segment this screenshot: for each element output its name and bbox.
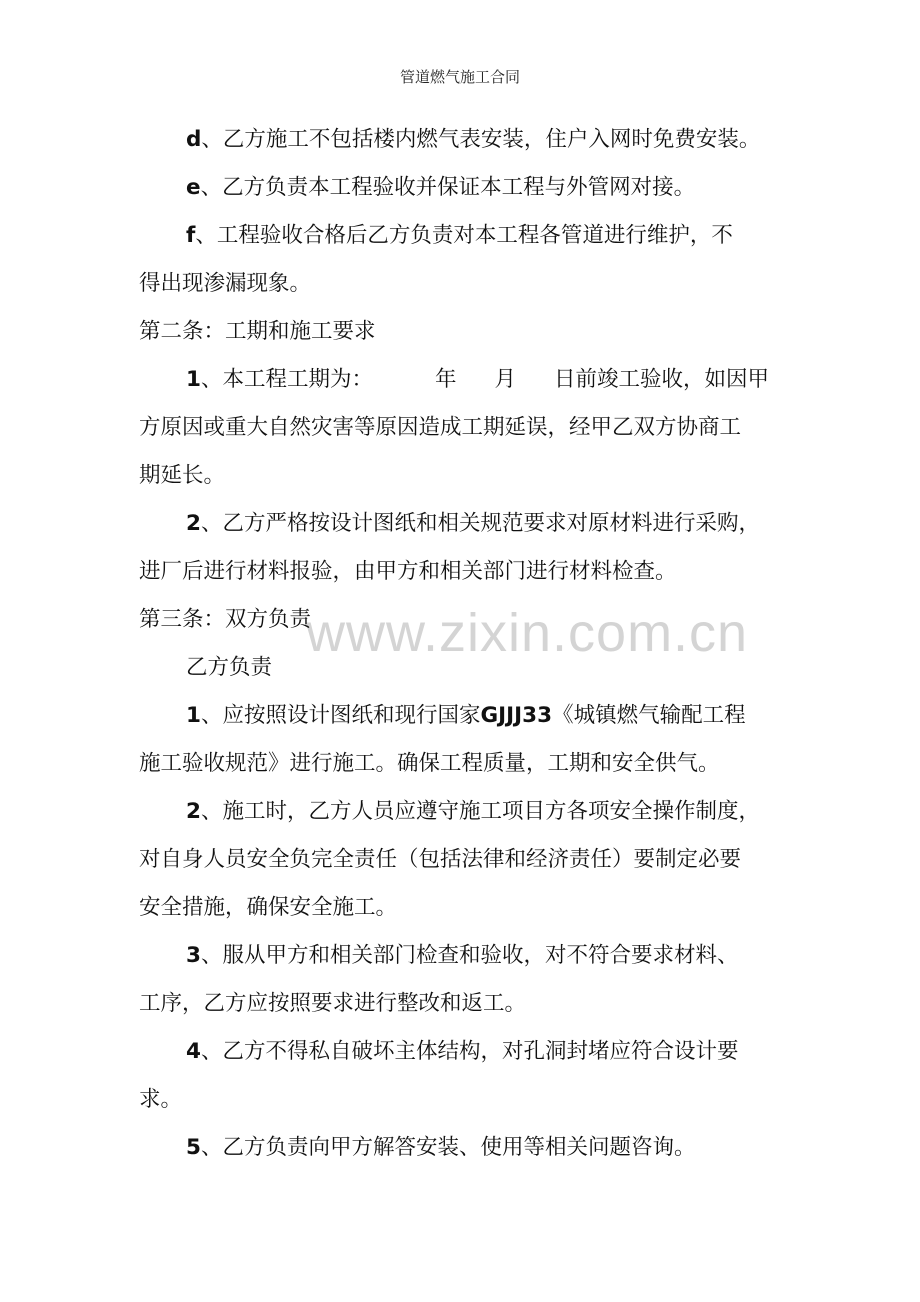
item-text: 、乙方不得私自破坏主体结构，对孔洞封堵应符合设计要 [200, 1039, 739, 1064]
item-number: 2 [186, 799, 201, 824]
clause-number: f [186, 223, 196, 248]
article-3-item-1 [139, 692, 784, 740]
clause-text: 、乙方施工不包括楼内燃气表安装，住户入网时免费安装。 [201, 127, 761, 152]
date-month-label: 月 [494, 367, 517, 392]
page-header-title: 管道燃气施工合同 [399, 68, 520, 86]
article-3-item-2 [139, 788, 784, 836]
clause-d [139, 116, 784, 164]
item-text: 、乙方负责向甲方解答安装、使用等相关问题咨询。 [200, 1135, 696, 1160]
article-3-item-3 [139, 932, 784, 980]
item-number: 2 [186, 511, 201, 536]
item-text: 、服从甲方和相关部门检查和验收，对不符合要求材料、 [200, 943, 739, 968]
article-3-item-1-line-2: 施工验收规范》进行施工。确保工程质量，工期和安全供气。 [139, 751, 720, 776]
article-3-heading: 第三条：双方负责 [139, 607, 312, 632]
article-3-item-4-line-2: 求。 [139, 1087, 183, 1112]
article-2-heading: 第二条：工期和施工要求 [139, 319, 376, 344]
article-2-item-2 [139, 500, 784, 548]
article-3-item-2-line-3: 安全措施，确保安全施工。 [139, 895, 398, 920]
article-2-item-1-line-3: 期延长。 [139, 463, 226, 488]
clause-text: 、工程验收合格后乙方负责对本工程各管道进行维护，不 [195, 223, 733, 248]
item-text: 、乙方严格按设计图纸和相关规范要求对原材料进行采购， [200, 511, 760, 536]
item-text-rest: 日前竣工验收，如因甲 [554, 367, 770, 392]
item-number: 1 [186, 367, 201, 392]
article-3-item-5 [139, 1124, 784, 1172]
clause-text: 、乙方负责本工程验收并保证本工程与外管网对接。 [200, 175, 696, 200]
item-text: 、本工程工期为： [200, 367, 373, 392]
item-text: 、应按照设计图纸和现行国家 [200, 703, 481, 728]
contract-body [139, 116, 784, 1172]
clause-number: e [186, 175, 201, 200]
item-number: 4 [186, 1039, 201, 1064]
item-text-rest: 《城镇燃气输配工程 [552, 703, 746, 728]
article-3-subheading: 乙方负责 [186, 655, 273, 680]
item-number: 5 [186, 1135, 201, 1160]
article-3-item-2-line-2: 对自身人员安全负完全责任（包括法律和经济责任）要制定必要 [139, 847, 742, 872]
item-number: 3 [186, 943, 201, 968]
watermark-text: www.zixin.com.cn [306, 603, 749, 663]
clause-f [139, 212, 784, 260]
date-year-label: 年 [434, 367, 457, 392]
clause-number: d [186, 127, 202, 152]
clause-e [139, 164, 784, 212]
item-number: 1 [186, 703, 201, 728]
standard-code: GJJJ33 [480, 703, 553, 728]
article-3-item-3-line-2: 工序，乙方应按照要求进行整改和返工。 [139, 991, 527, 1016]
article-2-item-2-line-2: 进厂后进行材料报验，由甲方和相关部门进行材料检查。 [139, 559, 677, 584]
item-text: 、施工时，乙方人员应遵守施工项目方各项安全操作制度， [200, 799, 760, 824]
article-3-item-4 [139, 1028, 784, 1076]
article-2-item-1 [139, 356, 784, 404]
clause-f-continued: 得出现渗漏现象。 [139, 271, 312, 296]
article-2-item-1-line-2: 方原因或重大自然灾害等原因造成工期延误，经甲乙双方协商工 [139, 415, 742, 440]
